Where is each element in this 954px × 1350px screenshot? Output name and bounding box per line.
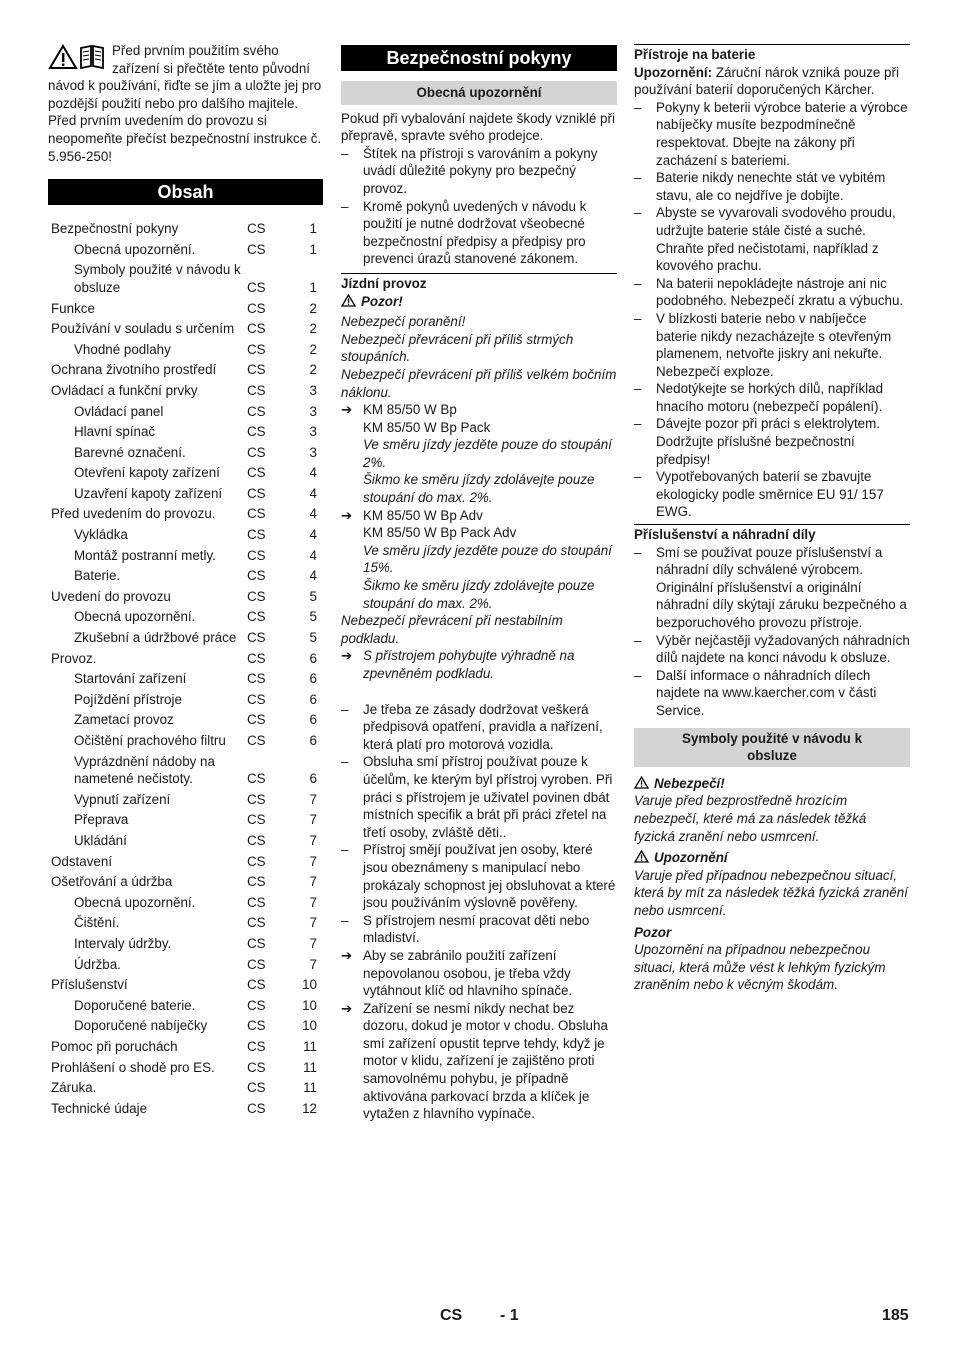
toc-entry-lang: CS (247, 671, 266, 687)
footer-lang: CS (440, 1307, 463, 1324)
caution-line (341, 293, 617, 311)
toc-entry-title: Čištění. (74, 915, 120, 931)
driving-warning: Nebezpečí převrácení při příliš strmých stoupáních. (341, 331, 574, 365)
toc-entry-title: Vykládka (74, 527, 128, 543)
model-names: KM 85/50 W Bp KM 85/50 W Bp Pack (363, 402, 491, 435)
toc-entry-title: Ukládání (74, 832, 127, 848)
list-item: – Výběr nejčastěji vyžadovaných náhradních dílů najdete na konci návodu k obsluze. (634, 632, 910, 667)
toc-entry-lang: CS (247, 403, 266, 419)
toc-entry (48, 607, 323, 628)
caution-label: Pozor (634, 924, 672, 940)
toc-entry (48, 913, 323, 934)
toc-entry-page: 6 (309, 712, 317, 728)
toc-entry-lang: CS (247, 894, 266, 910)
toc-entry (48, 669, 323, 690)
toc-entry-title: Startování zařízení (74, 671, 187, 687)
toc-entry (48, 1037, 323, 1058)
arrow-right-icon: ➔ (341, 402, 353, 418)
toc-entry-page: 7 (309, 935, 317, 951)
arrow-right-icon: ➔ (341, 1000, 353, 1016)
toc-entry-lang: CS (247, 241, 266, 257)
toc-entry (48, 443, 323, 464)
toc-entry-lang: CS (247, 279, 266, 295)
toc-entry (48, 975, 323, 996)
list-item: – Baterie nikdy nenechte stát ve vybitém stavu, ale co nejdříve je dobijte. (634, 169, 910, 204)
toc-entry (48, 893, 323, 914)
toc-entry (48, 996, 323, 1017)
toc-entry (48, 955, 323, 976)
toc-entry-lang: CS (247, 485, 266, 501)
toc-entry-title: Pojíždění přístroje (74, 691, 182, 707)
intro-icons (48, 44, 106, 70)
list-item: – Je třeba ze zásady dodržovat veškerá předpisová opatření, pravidla a nařízení, která platí pro motorová vozidla. (341, 701, 617, 754)
arrow-right-icon: ➔ (341, 947, 353, 963)
toc-entry-title: Hlavní spínač (74, 424, 156, 440)
toc-entry-lang: CS (247, 997, 266, 1013)
firm-ground-note (341, 647, 617, 682)
toc-entry-lang: CS (247, 956, 266, 972)
warning-triangle-icon (341, 294, 356, 307)
toc-entry-page: 7 (309, 853, 317, 869)
key-note (341, 947, 617, 1000)
toc-entry-page: 3 (309, 424, 317, 440)
toc-entry-title: Zametací provoz (74, 712, 174, 728)
toc-entry-page: 2 (309, 341, 317, 357)
list-item: – Abyste se vyvarovali svodového proudu, udržujte baterie stále čisté a suché. Chraňte před nečistotami, například z kovového prachu. (634, 204, 910, 274)
toc-entry-page: 5 (309, 630, 317, 646)
toc-entry-title: Doporučené nabíječky (74, 1018, 208, 1034)
model-note: Šikmo ke směru jízdy zdolávejte pouze stoupání do max. 2%. (363, 472, 595, 506)
danger-label: Nebezpečí! (654, 775, 725, 791)
toc-entry-title: Pomoc při poruchách (51, 1038, 178, 1054)
toc-entry-title: Montáž postranní metly. (74, 547, 216, 563)
toc-entry-lang: CS (247, 221, 266, 237)
toc-entry-title: Vhodné podlahy (74, 341, 171, 357)
toc-entry-page: 2 (309, 321, 317, 337)
warning-triangle-icon (634, 850, 649, 863)
toc-entry (48, 484, 323, 505)
toc-entry (48, 219, 323, 240)
model-names: KM 85/50 W Bp Adv KM 85/50 W Bp Pack Adv (363, 507, 517, 541)
model-group-2 (341, 507, 617, 613)
toc-entry-title: Otevření kapoty zařízení (74, 465, 220, 481)
model-note: Ve směru jízdy jezděte pouze do stoupání 15%. (363, 542, 612, 576)
rules-list (341, 701, 617, 947)
toc-entry-lang: CS (247, 341, 266, 357)
footer-page-local: - 1 (500, 1307, 519, 1324)
toc-entry (48, 934, 323, 955)
toc-entry (48, 402, 323, 423)
toc-entry-lang: CS (247, 568, 266, 584)
danger-text: Varuje před bezprostředně hrozícím nebezpečí, které má za následek těžká fyzická zranění nebo usmrcení. (634, 793, 867, 844)
model-group-1 (341, 401, 617, 507)
warning-triangle-icon (634, 776, 649, 789)
toc-entry-title: Vypnutí zařízení (74, 791, 171, 807)
toc-entry-lang: CS (247, 1080, 266, 1096)
toc-entry-lang: CS (247, 977, 266, 993)
toc-entry (48, 504, 323, 525)
toc-entry-title: Ošetřování a údržba (51, 874, 173, 890)
toc-entry-page: 3 (309, 444, 317, 460)
toc-entry-page: 1 (309, 279, 317, 295)
general-notes-heading: Obecná upozornění (341, 81, 617, 105)
toc-entry-page: 7 (309, 956, 317, 972)
toc-entry-page: 4 (309, 465, 317, 481)
caution-text: Upozornění na případnou nebezpečnou situaci, která může vést k lehkým fyzickým zraněním nebo k věcným škodám. (634, 942, 886, 993)
toc-entry (48, 810, 323, 831)
arrow-right-icon: ➔ (341, 507, 353, 523)
toc-entry (48, 710, 323, 731)
toc-entry (48, 1099, 323, 1120)
toc-entry-title: Funkce (51, 300, 95, 316)
toc-entry-title: Záruka. (51, 1080, 97, 1096)
toc-entry-page: 5 (309, 588, 317, 604)
toc-entry-title: Uzavření kapoty zařízení (74, 485, 223, 501)
toc-entry-title: Přeprava (74, 812, 129, 828)
toc-entry-page: 10 (302, 977, 317, 993)
unattended-note (341, 1000, 617, 1123)
warning-line (634, 849, 910, 867)
list-item: – Pokyny k beterii výrobce baterie a výrobce nabíječky musíte bezpodmínečně respektovat. Dbejte na zákony při zacházení s bateriemi. (634, 99, 910, 169)
safety-title: Bezpečnostní pokyny (341, 45, 617, 71)
toc-title: Obsah (48, 179, 323, 205)
list-item: – Vypotřebovaných baterií se zbavujte ekologicky podle směrnice EU 91/ 157 EWG. (634, 468, 910, 521)
toc-entry-lang: CS (247, 832, 266, 848)
list-item: – Dávejte pozor při práci s elektrolytem. Dodržujte příslušné bezpečnostní předpisy! (634, 415, 910, 468)
toc-entry-title: Ovládací a funkční prvky (51, 382, 198, 398)
toc-entry (48, 299, 323, 320)
toc-entry-lang: CS (247, 547, 266, 563)
toc-entry-page: 4 (309, 506, 317, 522)
toc-entry-title: Baterie. (74, 568, 121, 584)
toc-entry-title: Ochrana životního prostředí (51, 362, 217, 378)
toc-entry-lang: CS (247, 791, 266, 807)
toc-entry-page: 4 (309, 568, 317, 584)
toc-entry (48, 463, 323, 484)
toc-entry-page: 6 (309, 733, 317, 748)
toc-entry-lang: CS (247, 812, 266, 828)
warning-triangle-icon (48, 44, 78, 70)
toc-entry-title: Zkušební a údržbové práce (74, 630, 237, 646)
toc-entry (48, 240, 323, 261)
toc-entry-title: Symboly použité v návodu k obsluze (74, 262, 241, 295)
accessories-list (634, 544, 910, 720)
toc-entry-lang: CS (247, 1100, 266, 1116)
list-item: – Na baterii nepokládejte nástroje ani nic podobného. Nebezpečí zkratu a výbuchu. (634, 275, 910, 310)
toc-entry-lang: CS (247, 588, 266, 604)
toc-entry-page: 7 (309, 791, 317, 807)
column-right (634, 44, 910, 994)
toc-entry-page: 10 (302, 1018, 317, 1034)
toc-entry-lang: CS (247, 853, 266, 869)
toc-entry (48, 852, 323, 873)
model-note: Šikmo ke směru jízdy zdolávejte pouze stoupání do max. 2%. (363, 578, 595, 611)
caution-label: Pozor! (361, 293, 403, 309)
firm-ground-text: S přístrojem pohybujte výhradně na zpevněném podkladu. (363, 648, 575, 681)
toc-entry-title: Obecná upozornění. (74, 241, 196, 257)
toc-entry-lang: CS (247, 362, 266, 378)
toc-entry (48, 872, 323, 893)
footer-page-number: 185 (882, 1307, 909, 1324)
intro-paragraph-1: Před prvním použitím svého zařízení si přečtěte tento původní návod k používání, řiďte se jím a uložte jej pro pozdější použití nebo pro dalšího majitele. (48, 43, 322, 111)
toc-entry-title: Provoz. (51, 650, 97, 666)
toc-entry-title: Příslušenství (51, 977, 128, 993)
list-item: – V blízkosti baterie nebo v nabíječce baterie nikdy nezacházejte s otevřeným plamenem, netvořte jiskry ani nekuřte. Nebezpečí exploze. (634, 310, 910, 380)
toc-entry (48, 731, 323, 752)
table-of-contents (48, 219, 323, 1119)
toc-entry-page: 7 (309, 812, 317, 828)
toc-entry-page: 11 (303, 1080, 317, 1096)
toc-entry (48, 831, 323, 852)
toc-entry-page: 6 (309, 650, 317, 666)
toc-entry-lang: CS (247, 444, 266, 460)
toc-entry-lang: CS (247, 712, 266, 728)
battery-notice (634, 64, 910, 99)
toc-entry-lang: CS (247, 691, 266, 707)
toc-entry-lang: CS (247, 915, 266, 931)
toc-entry-title: Před uvedením do provozu. (51, 506, 216, 522)
driving-heading: Jízdní provoz (341, 273, 617, 293)
list-item: – Nedotýkejte se horkých dílů, například hnacího motoru (nebezpečí popálení). (634, 380, 910, 415)
toc-entry (48, 1058, 323, 1079)
toc-entry-page: 11 (303, 1038, 317, 1054)
general-list (341, 145, 617, 268)
toc-entry-lang: CS (247, 771, 266, 787)
toc-entry (48, 546, 323, 567)
toc-entry-lang: CS (247, 650, 266, 666)
toc-entry-title: Obecná upozornění. (74, 609, 196, 625)
toc-entry-page: 6 (309, 691, 317, 707)
toc-entry-lang: CS (247, 1038, 266, 1054)
list-item: – Štítek na přístroji s varováním a pokyny uvádí důležité pokyny pro bezpečný provoz. (341, 145, 617, 198)
toc-entry-page: 10 (302, 997, 317, 1013)
unstable-warning: Nebezpečí převrácení při nestabilním podkladu. (341, 613, 563, 646)
notice-text: Záruční nárok vzniká pouze při používání baterií doporučených Kärcher. (634, 64, 899, 98)
toc-entry-title: Bezpečnostní pokyny (51, 221, 179, 237)
danger-line (634, 775, 910, 793)
list-item: – S přístrojem nesmí pracovat děti nebo mladiství. (341, 912, 617, 947)
toc-entry-lang: CS (247, 1018, 266, 1034)
toc-entry (48, 1078, 323, 1099)
intro-paragraph-2: Před prvním uvedením do provozu si neopomeňte přečíst bezpečnostní instrukce č. 5.956-250! (48, 113, 322, 164)
toc-entry-title: Technické údaje (51, 1100, 148, 1116)
toc-entry-page: 7 (309, 915, 317, 931)
toc-entry-lang: CS (247, 424, 266, 440)
list-item: – Kromě pokynů uvedených v návodu k použití je nutné dodržovat všeobecné bezpečnostní předpisy a předpisy pro prevenci úrazů stanovené zákonem. (341, 198, 617, 268)
toc-entry-title: Údržba. (74, 956, 121, 972)
accessories-heading: Příslušenství a náhradní díly (634, 524, 910, 544)
arrow-right-icon: ➔ (341, 648, 353, 664)
toc-entry (48, 422, 323, 443)
toc-entry (48, 340, 323, 361)
toc-entry-page: 3 (309, 382, 317, 398)
toc-entry-lang: CS (247, 465, 266, 481)
toc-entry-page: 6 (309, 771, 317, 787)
toc-entry-title: Používání v souladu s určením (51, 321, 235, 337)
toc-entry-page: 2 (309, 362, 317, 378)
key-note-text: Aby se zabránilo použití zařízení nepovolanou osobou, je třeba vždy vytáhnout klíč od hlavního spínače. (363, 947, 573, 999)
toc-entry-lang: CS (247, 733, 266, 748)
toc-entry-page: 1 (309, 221, 317, 237)
toc-entry-title: Barevné označení. (74, 444, 186, 460)
column-middle (341, 45, 617, 1123)
toc-entry-title: Doporučené baterie. (74, 997, 196, 1013)
list-item: – Smí se používat pouze příslušenství a náhradní díly schválené výrobcem. Originální příslušenství a originální náhradní díly skýtají záruku bezpečného a bezporuchového provozu přístroje. (634, 544, 910, 632)
toc-entry-title: Intervaly údržby. (74, 935, 172, 951)
column-left (48, 42, 323, 1119)
toc-entry-lang: CS (247, 527, 266, 543)
toc-entry (48, 360, 323, 381)
list-item: – Obsluha smí přístroj používat pouze k účelům, ke kterým byl přístroj vyroben. Při práci s přístrojem je uživatel povinen dbát místních specifik a brát při práci zřetel na třetí osoby, zvláště děti.. (341, 753, 617, 841)
toc-entry-page: 7 (309, 874, 317, 890)
general-intro: Pokud při vybalování najdete škody vzniklé při přepravě, spravte svého prodejce. (341, 110, 615, 144)
toc-entry-lang: CS (247, 382, 266, 398)
toc-entry-page: 12 (302, 1100, 317, 1116)
toc-entry-title: Očištění prachového filtru (74, 733, 226, 748)
toc-entry-title: Obecná upozornění. (74, 894, 196, 910)
toc-entry (48, 1016, 323, 1037)
toc-entry (48, 790, 323, 811)
toc-entry-lang: CS (247, 609, 266, 625)
model-note: Ve směru jízdy jezděte pouze do stoupání 2%. (363, 437, 612, 470)
toc-entry-title: Vyprázdnění nádoby na nametené nečistoty. (74, 753, 215, 787)
toc-entry (48, 690, 323, 711)
toc-entry (48, 649, 323, 670)
battery-list (634, 99, 910, 521)
toc-entry-lang: CS (247, 935, 266, 951)
toc-entry (48, 587, 323, 608)
toc-entry-page: 1 (309, 241, 317, 257)
driving-warning: Nebezpečí převrácení při příliš velkém bočním náklonu. (341, 366, 617, 400)
toc-entry-lang: CS (247, 630, 266, 646)
toc-entry (48, 752, 323, 790)
toc-entry (48, 525, 323, 546)
toc-entry (48, 260, 323, 298)
toc-entry (48, 566, 323, 587)
unattended-note-text: Zařízení se nesmí nikdy nechat bez dozoru, dokud je motor v chodu. Obsluha smí zařízení opustit teprve tehdy, když je motor v klidu, zařízení je zajištěno proti samovolnému pohybu, je případně aktivována parkovací brzda a klíček je vytažen z hlavního vypínače. (363, 1000, 608, 1122)
manual-book-icon (78, 44, 106, 70)
toc-entry-page: 3 (309, 403, 317, 419)
toc-entry-lang: CS (247, 300, 266, 316)
toc-entry-page: 4 (309, 485, 317, 501)
list-item: – Další informace o náhradních dílech najdete na www.kaercher.com v části Service. (634, 667, 910, 720)
toc-entry-lang: CS (247, 506, 266, 522)
toc-entry-lang: CS (247, 1059, 266, 1075)
driving-warning: Nebezpečí poranění! (341, 314, 466, 330)
toc-entry-page: 5 (309, 609, 317, 625)
toc-entry-page: 4 (309, 527, 317, 543)
intro-block (48, 42, 323, 165)
toc-entry-page: 4 (309, 547, 317, 563)
toc-entry-title: Odstavení (51, 853, 113, 869)
toc-entry-title: Prohlášení o shodě pro ES. (51, 1059, 215, 1075)
toc-entry (48, 628, 323, 649)
toc-entry-page: 7 (309, 894, 317, 910)
toc-entry-lang: CS (247, 874, 266, 890)
notice-label: Upozornění: (634, 64, 713, 80)
battery-heading: Přístroje na baterie (634, 44, 910, 64)
toc-entry-title: Uvedení do provozu (51, 588, 171, 604)
symbols-heading: Symboly použité v návodu k obsluze (634, 728, 910, 767)
toc-entry-page: 6 (309, 671, 317, 687)
toc-entry-page: 2 (309, 300, 317, 316)
toc-entry-lang: CS (247, 321, 266, 337)
list-item: – Přístroj smějí používat jen osoby, které jsou obeznámeny s manipulací nebo prokázaly schopnost jej obsluhovat a které jsou používáním výslovně pověřeny. (341, 841, 617, 911)
toc-entry-page: 7 (309, 832, 317, 848)
warning-label: Upozornění (654, 850, 728, 866)
toc-entry-title: Ovládací panel (74, 403, 164, 419)
toc-entry (48, 381, 323, 402)
toc-entry (48, 319, 323, 340)
warning-text: Varuje před případnou nebezpečnou situací, která by mít za následek těžká fyzická zranění nebo usmrcení. (634, 867, 908, 918)
toc-entry-page: 11 (303, 1059, 317, 1075)
